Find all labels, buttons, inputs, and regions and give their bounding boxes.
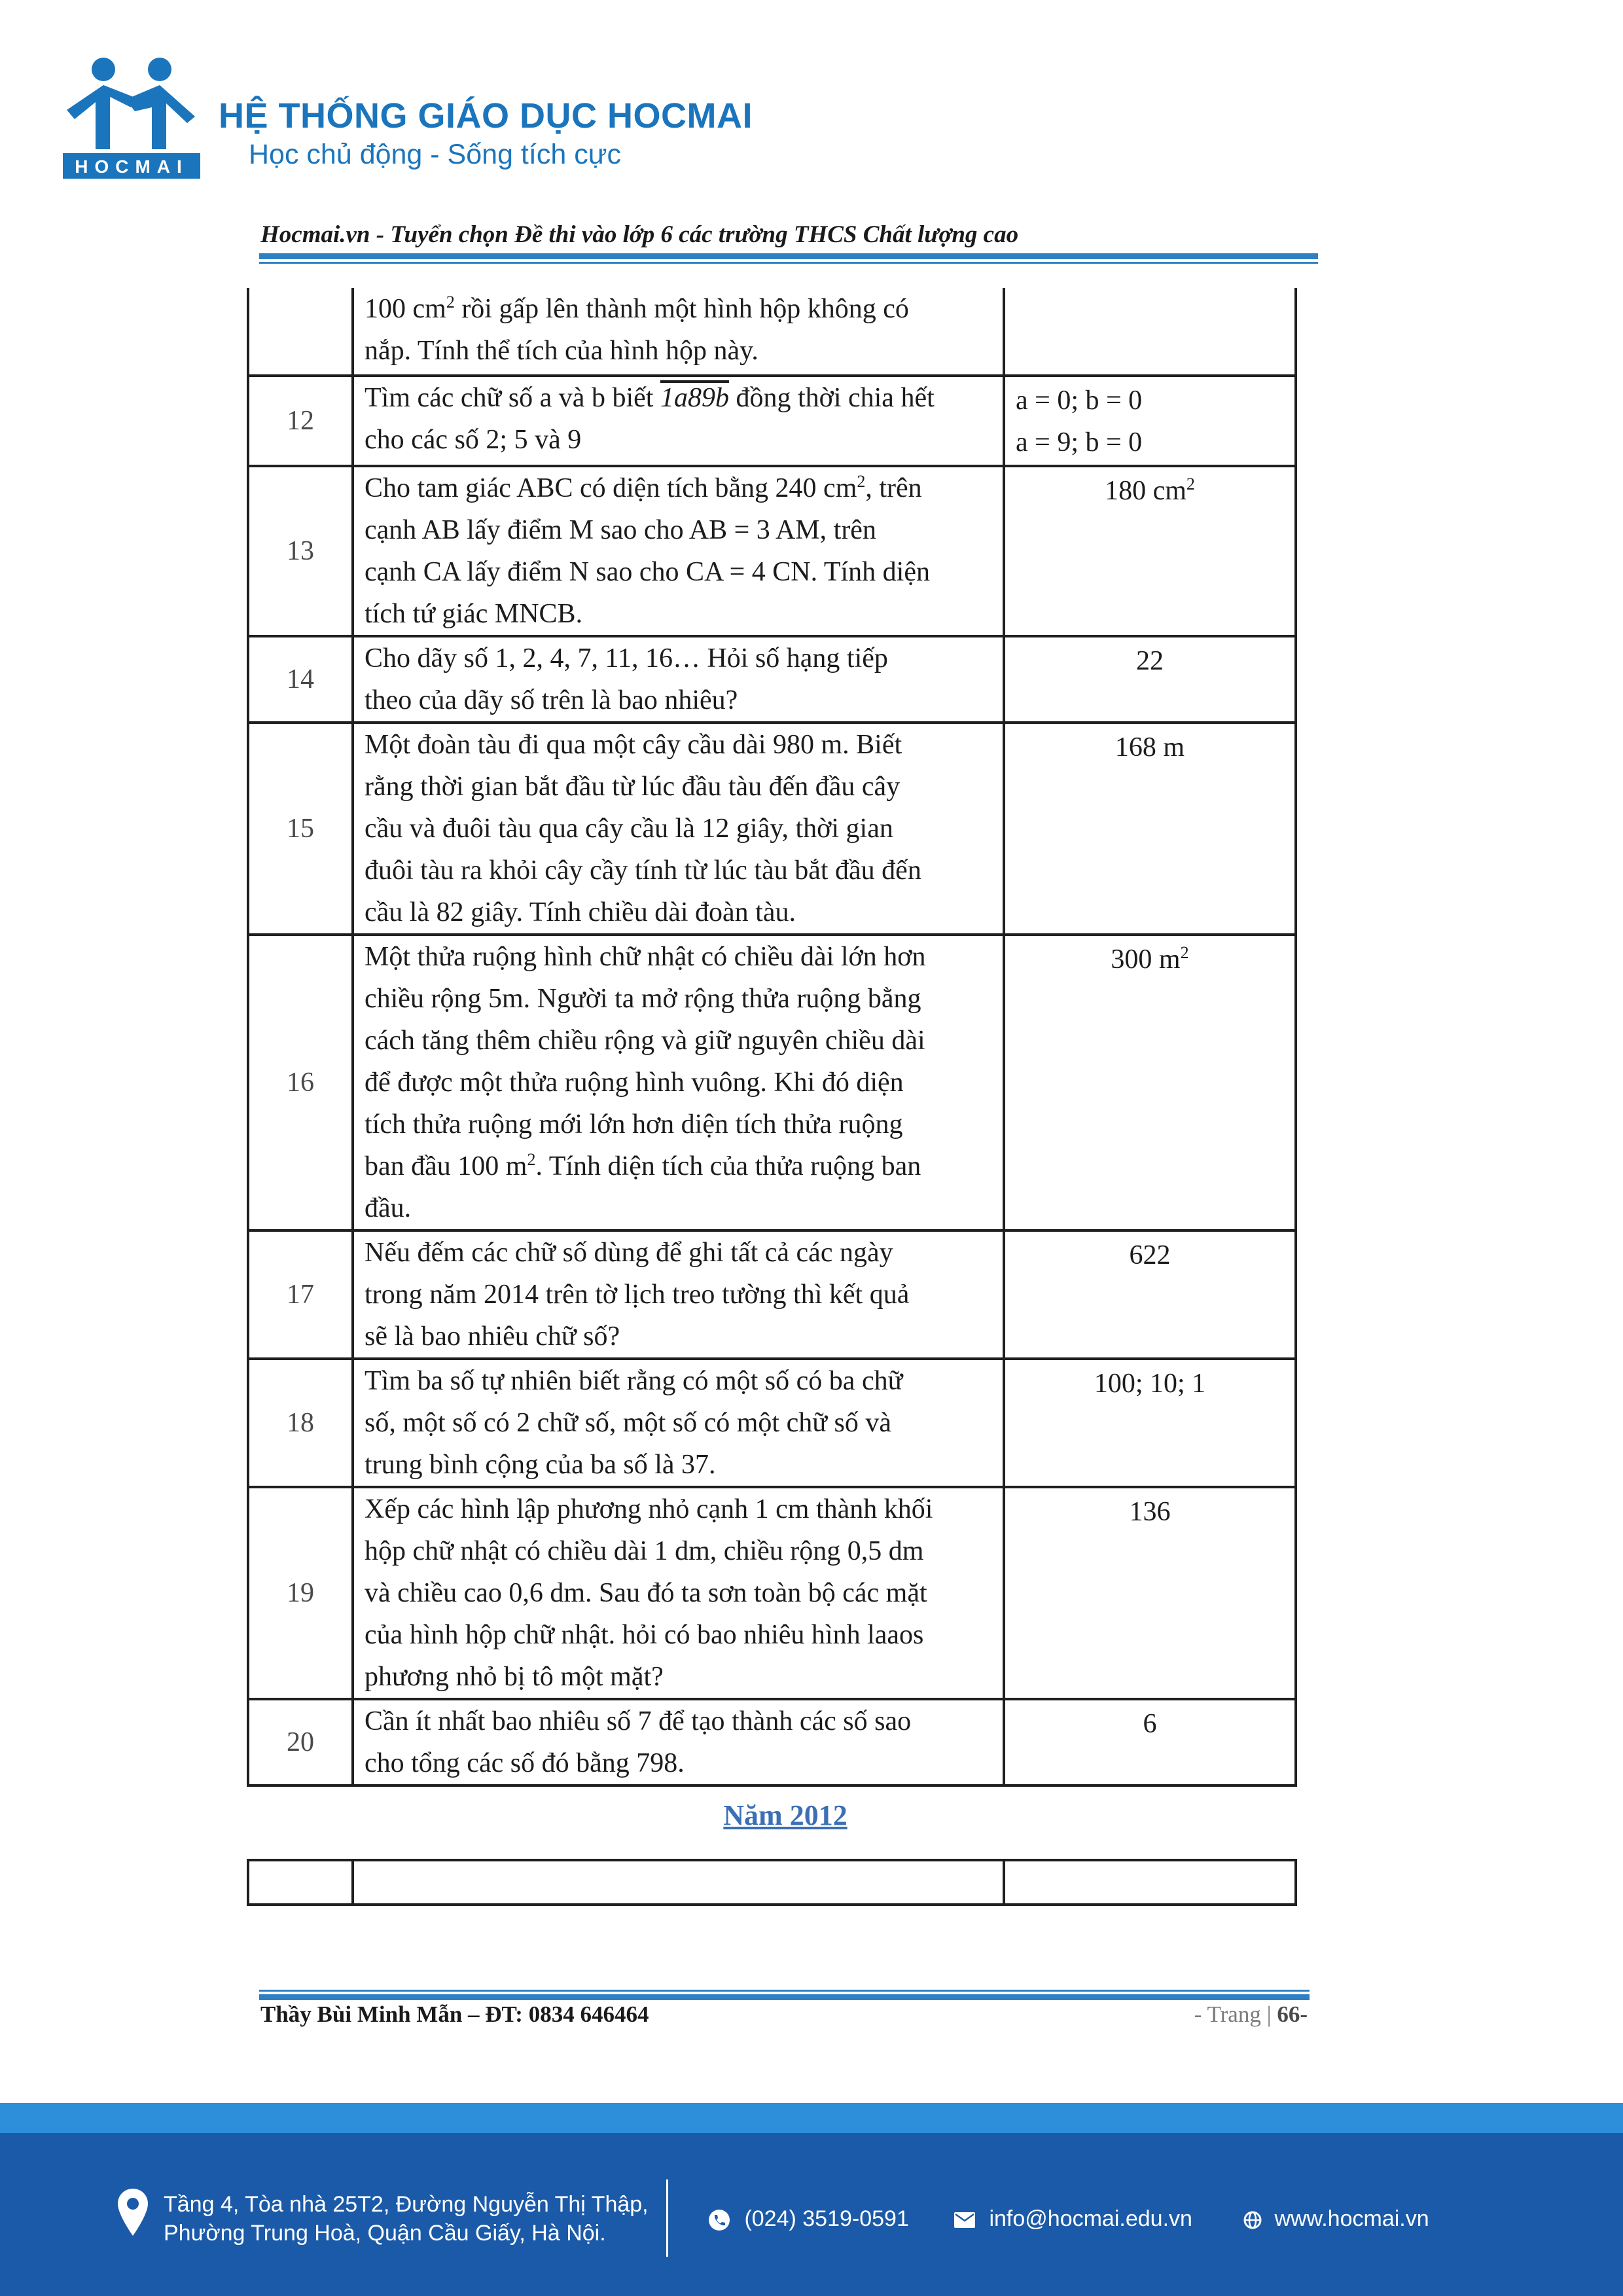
question-number: 20: [248, 1699, 353, 1785]
brand-header: [63, 51, 848, 182]
question-number: 16: [248, 935, 353, 1230]
table-row: [248, 466, 1296, 636]
address-line-2: Phường Trung Hoà, Quận Cầu Giấy, Hà Nội.: [164, 2221, 606, 2246]
hocmai-logo: [63, 51, 200, 179]
page-number: - Trang | 66-: [1194, 2001, 1308, 2027]
section-year-title: Năm 2012: [723, 1799, 847, 1831]
email-link[interactable]: info@hocmai.edu.vn: [989, 2206, 1192, 2231]
answer-cell: 100; 10; 1: [1004, 1359, 1296, 1487]
globe-icon: [1243, 2211, 1262, 2229]
address-line-1: Tầng 4, Tòa nhà 25T2, Đường Nguyễn Thị Thập,: [164, 2192, 649, 2217]
email-block: [954, 2204, 1192, 2233]
mail-icon: [954, 2212, 975, 2228]
answer-cell: 622: [1004, 1230, 1296, 1359]
table-row: [248, 1487, 1296, 1699]
table-row-continued: [248, 288, 1296, 376]
question-number: 18: [248, 1359, 353, 1487]
footer-rule: [259, 1994, 1310, 2000]
answer-cell: 180 $cm^2$: [1004, 466, 1296, 636]
table-row: [248, 935, 1296, 1230]
header-rule-thin: [259, 262, 1318, 264]
question-number: 13: [248, 466, 353, 636]
overlined-number: 1a89b: [660, 383, 729, 413]
running-header-title: Hocmai.vn - Tuyển chọn Đề thi vào lớp 6 các trường THCS Chất lượng cao: [260, 221, 1019, 248]
location-pin-icon: [118, 2189, 148, 2236]
question-text: Nếu đếm các chữ số dùng để ghi tất cả các ngày trong năm 2014 trên tờ lịch treo tường thì kết quả sẽ là bao nhiêu chữ số?: [353, 1230, 1004, 1359]
table-row: [248, 1230, 1296, 1359]
question-number: 14: [248, 636, 353, 723]
question-text: Cho dãy số 1, 2, 4, 7, 11, 16… Hỏi số hạng tiếp theo của dãy số trên là bao nhiêu?: [353, 636, 1004, 723]
answer-cell: 300 $m^2$: [1004, 935, 1296, 1230]
question-number: 15: [248, 723, 353, 935]
brand-title: HỆ THỐNG GIÁO DỤC HOCMAI: [219, 96, 753, 135]
brand-slogan: Học chủ động - Sống tích cực: [249, 139, 621, 170]
address-block: [118, 2190, 649, 2248]
table-row: [248, 1359, 1296, 1487]
footer-rule-thin: [259, 1990, 1310, 1992]
question-text: Một đoàn tàu đi qua một cây cầu dài 980 m. Biết rằng thời gian bắt đầu từ lúc đầu tàu đến đầu cây cầu và đuôi tàu qua cây cầu là 12 giây, thời gian đuôi tàu ra khỏi cây cầy tính từ lúc tàu bắt đầu đến cầu là 82 giây. Tính chiều dài đoàn tàu.: [353, 723, 1004, 935]
question-text: Một thửa ruộng hình chữ nhật có chiều dài lớn hơn chiều rộng 5m. Người ta mở rộng thửa ruộng bằng cách tăng thêm chiều rộng và giữ nguyên chiều dài để được một thửa ruộng hình vuông. Khi đó diện tích thửa ruộng mới lớn hơn diện tích thửa ruộng ban đầu 100 $m^2$. Tính diện tích của thửa ruộng ban đầu.: [353, 935, 1004, 1230]
answer-cell: 168 m: [1004, 723, 1296, 935]
question-number: 12: [248, 376, 353, 466]
question-answer-table: [247, 288, 1297, 1787]
website-link[interactable]: www.hocmai.vn: [1274, 2206, 1429, 2231]
question-number: 19: [248, 1487, 353, 1699]
table-row: [248, 1699, 1296, 1785]
question-text: Tìm các chữ số a và b biết 1a89b đồng thời chia hết cho các số 2; 5 và 9: [353, 376, 1004, 466]
question-text: Tìm ba số tự nhiên biết rằng có một số có ba chữ số, một số có 2 chữ số, một số có một chữ số và trung bình cộng của ba số là 37.: [353, 1359, 1004, 1487]
table-row: [248, 636, 1296, 723]
empty-table-row: [247, 1859, 1297, 1906]
contact-band-stripe: [0, 2103, 1623, 2133]
answer-cell: 6: [1004, 1699, 1296, 1785]
question-text: Cho tam giác ABC có diện tích bằng 240 $cm^2$, trên cạnh AB lấy điểm M sao cho AB = 3 AM, trên cạnh CA lấy điểm N sao cho CA = 4 CN. Tính diện tích tứ giác MNCB.: [353, 466, 1004, 636]
question-number: 17: [248, 1230, 353, 1359]
header-rule: [259, 253, 1318, 259]
contact-divider: [666, 2179, 668, 2257]
question-text: 100 $cm^2$ rồi gấp lên thành một hình hộp không có nắp. Tính thể tích của hình hộp này.: [353, 288, 1004, 376]
svg-text:HOCMAI: HOCMAI: [75, 156, 188, 177]
table-row: [248, 723, 1296, 935]
footer-author: Thầy Bùi Minh Mẫn – ĐT: 0834 646464: [260, 2001, 649, 2027]
answer-cell: a = 0; b = 0 a = 9; b = 0: [1004, 376, 1296, 466]
question-text: Xếp các hình lập phương nhỏ cạnh 1 cm thành khối hộp chữ nhật có chiều dài 1 dm, chiều rộng 0,5 dm và chiều cao 0,6 dm. Sau đó ta sơn toàn bộ các mặt của hình hộp chữ nhật. hỏi có bao nhiêu hình laaos phương nhỏ bị tô một mặt?: [353, 1487, 1004, 1699]
phone-icon: [708, 2209, 730, 2231]
answer-cell: 136: [1004, 1487, 1296, 1699]
phone-block: [708, 2204, 909, 2233]
table-row: [248, 376, 1296, 466]
website-block: [1243, 2204, 1429, 2233]
answer-cell: 22: [1004, 636, 1296, 723]
question-text: Cần ít nhất bao nhiêu số 7 để tạo thành các số sao cho tổng các số đó bằng 798.: [353, 1699, 1004, 1785]
phone-number: (024) 3519-0591: [744, 2206, 909, 2231]
